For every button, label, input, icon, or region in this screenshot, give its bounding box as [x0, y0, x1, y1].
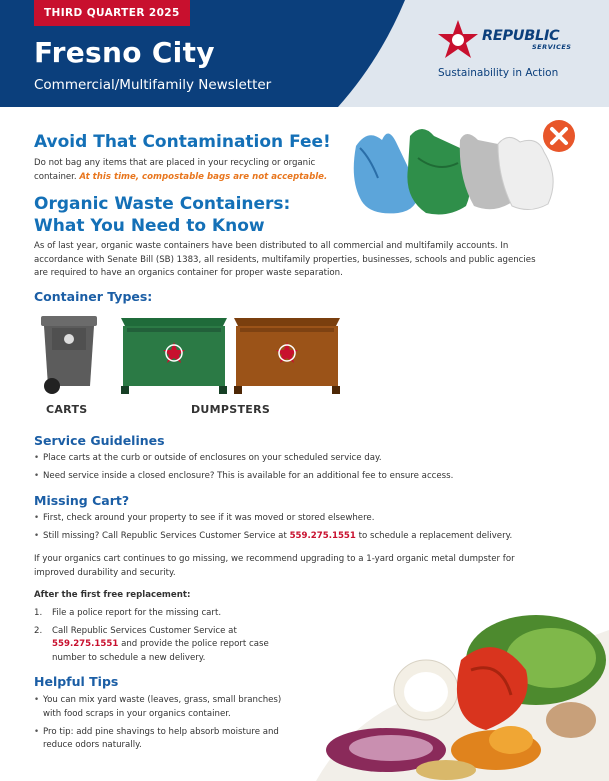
- newsletter-header: [0, 0, 609, 107]
- service-guidelines-list: [34, 452, 554, 488]
- replacement-steps: [34, 607, 274, 669]
- dumpsters-label: DUMPSTERS: [191, 403, 271, 416]
- helpful-tips-title: Helpful Tips: [34, 674, 119, 689]
- logo-wordmark: REPUBLIC: [482, 28, 560, 44]
- step-text: and provide the police report case number to schedule a new delivery.: [52, 639, 269, 663]
- item-text: Still missing? Call Republic Services Customer Service at: [43, 531, 287, 541]
- republic-services-logo: [436, 16, 576, 84]
- organic-title-line1: Organic Waste Containers:: [34, 194, 291, 214]
- contamination-title: Avoid That Contamination Fee!: [34, 132, 331, 152]
- item-text: to schedule a replacement delivery.: [358, 531, 513, 541]
- upgrade-paragraph: If your organics cart continues to go missing, we recommend upgrading to a 1-yard organic metal dumpster for improved durability and security.: [34, 554, 515, 578]
- organics-cart-image: [40, 314, 98, 396]
- list-item: [34, 607, 274, 621]
- organic-title: [34, 193, 290, 237]
- helpful-tips-list: [34, 694, 299, 757]
- step-text: Call Republic Services Customer Service at: [52, 625, 237, 636]
- contamination-emphasis: At this time, compostable bags are not acceptable.: [79, 171, 328, 182]
- list-item: • You can mix yard waste (leaves, grass, small branches) with food scraps in your organics container.: [34, 694, 299, 721]
- list-item: • Need service inside a closed enclosure? This is available for an additional fee to ensure access.: [34, 470, 554, 484]
- contamination-text-main: Do not bag any items that are placed in your recycling or organic container.: [34, 158, 316, 182]
- organic-title-line2: What You Need to Know: [34, 216, 265, 236]
- after-replacement-title: After the first free replacement:: [34, 590, 191, 600]
- list-item: • First, check around your property to see if it was moved or stored elsewhere.: [34, 512, 574, 526]
- step-text: File a police report for the missing cart.: [52, 608, 222, 618]
- carts-label: CARTS: [46, 403, 88, 416]
- brown-dumpster-image: [232, 314, 342, 396]
- page-subtitle: Commercial/Multifamily Newsletter: [34, 77, 272, 93]
- quarter-tag: THIRD QUARTER 2025: [34, 0, 190, 26]
- contamination-text: [34, 157, 339, 184]
- tagline: Sustainability in Action: [438, 67, 559, 79]
- missing-cart-title: Missing Cart?: [34, 493, 130, 508]
- phone-number[interactable]: 559.275.1551: [52, 639, 119, 649]
- missing-cart-list: [34, 512, 574, 548]
- list-item: [34, 530, 574, 544]
- container-types-title: Container Types:: [34, 289, 153, 304]
- list-item: [34, 625, 274, 666]
- plastic-bags-image: [348, 118, 578, 218]
- step-number: 1.: [34, 608, 43, 618]
- food-scraps-image: [296, 600, 609, 781]
- organic-paragraph: As of last year, organic waste containers have been distributed to all commercial and multifamily accounts. In accordance with Senate Bill (SB) 1383, all residents, multifamily properties, businesses, schools and public agencies are required to have an organics container for proper waste separation.: [34, 241, 536, 278]
- logo-submark: SERVICES: [532, 43, 572, 51]
- step-number: 2.: [34, 625, 43, 636]
- page-title: Fresno City: [34, 36, 215, 69]
- list-item: • Pro tip: add pine shavings to help absorb moisture and reduce odors naturally.: [34, 726, 299, 753]
- green-dumpster-image: [119, 314, 229, 396]
- star-logo-icon: [436, 18, 480, 62]
- list-item: • Place carts at the curb or outside of enclosures on your scheduled service day.: [34, 452, 554, 466]
- phone-number[interactable]: 559.275.1551: [289, 531, 356, 541]
- service-guidelines-title: Service Guidelines: [34, 433, 165, 448]
